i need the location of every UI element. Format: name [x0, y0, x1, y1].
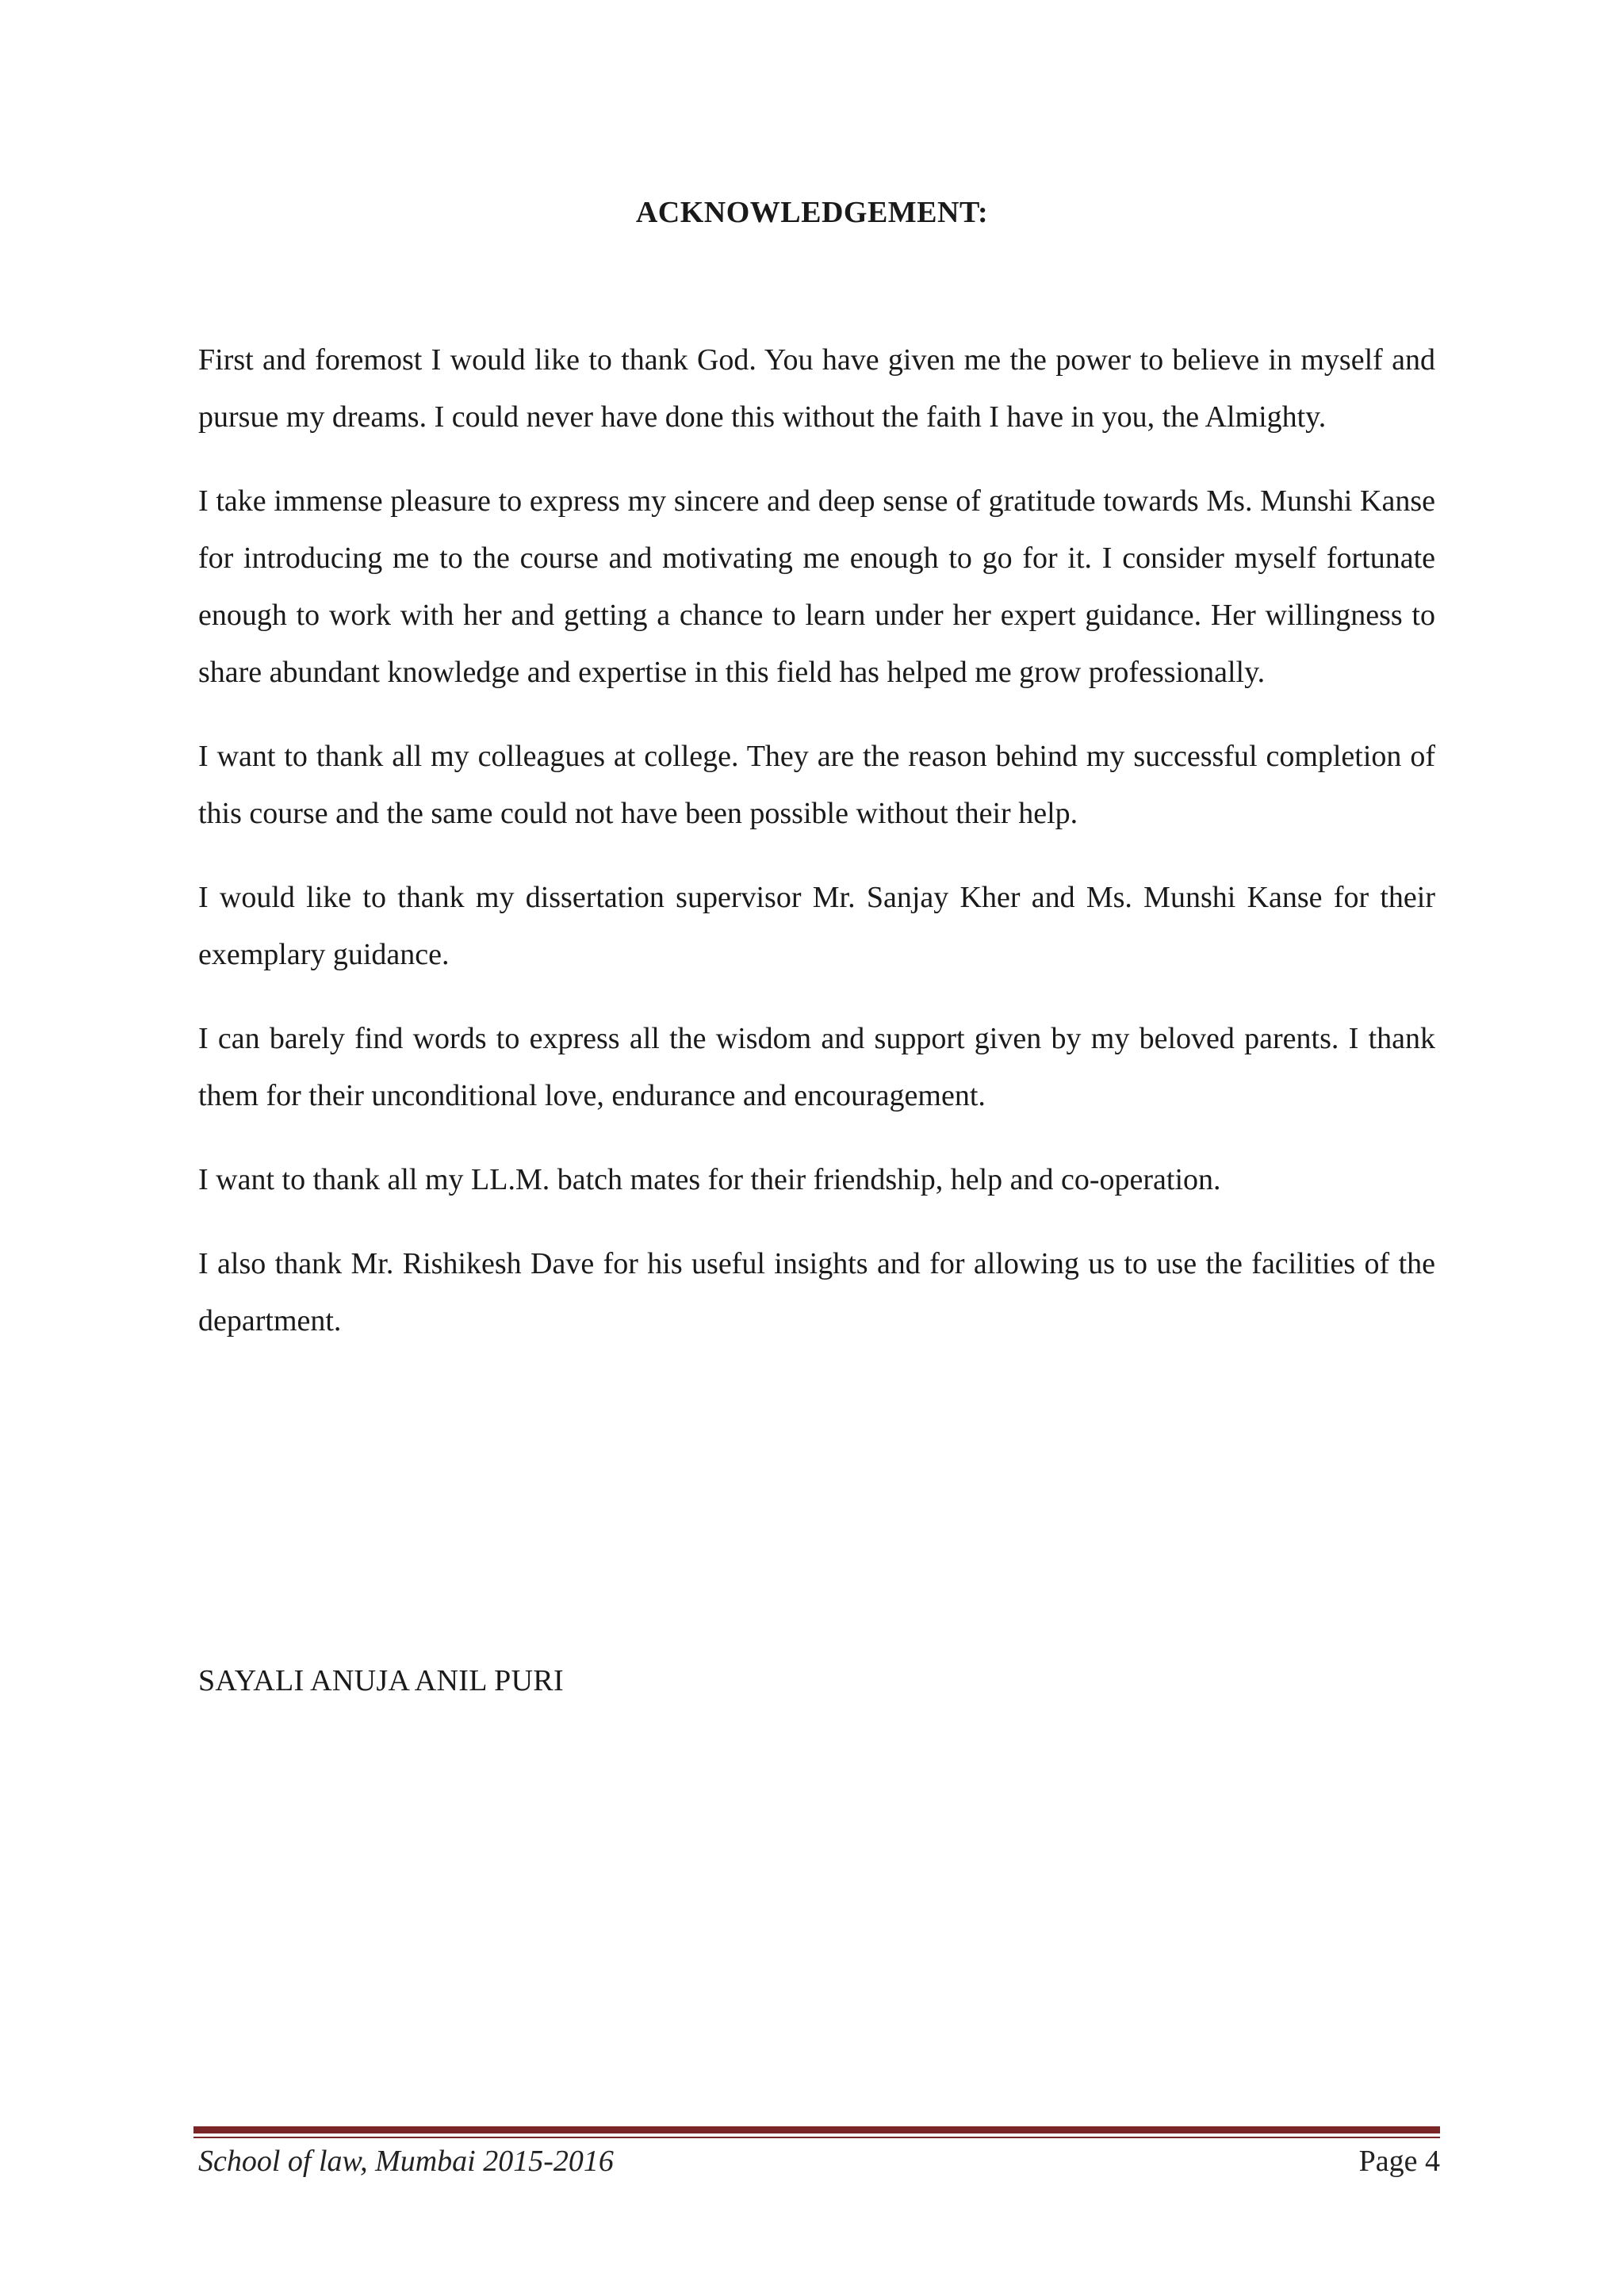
paragraph-thanks-god: First and foremost I would like to thank God. You have given me the power to believe in myself and pursue my dreams. I could never have done this without the faith I have in you, the Almighty.: [198, 343, 1435, 434]
page-title: ACKNOWLEDGEMENT:: [635, 196, 989, 229]
paragraph-thanks-batch-mates: I want to thank all my LL.M. batch mates for their friendship, help and co-operation.: [198, 1163, 1221, 1196]
paragraph-thanks-colleagues: I want to thank all my colleagues at college. They are the reason behind my successful completion of this course and the same could not have been possible without their help.: [198, 740, 1435, 830]
acknowledgement-body: [198, 331, 1435, 1376]
paragraph-thanks-parents: I can barely find words to express all the wisdom and support given by my beloved parents. I thank them for their unconditional love, endurance and encouragement.: [198, 1022, 1435, 1112]
footer-rule-thick: [193, 2126, 1440, 2133]
footer-page-number: Page 4: [1358, 2145, 1440, 2178]
paragraph-thanks-mentor: I take immense pleasure to express my sincere and deep sense of gratitude towards Ms. Munshi Kanse for introducing me to the course and motivating me enough to go for it. I consider myself fortunate enough to work with her and getting a chance to learn under her expert guidance. Her willingness to share abundant knowledge and expertise in this field has helped me grow professionally.: [198, 484, 1435, 689]
paragraph-thanks-supervisor: I would like to thank my dissertation supervisor Mr. Sanjay Kher and Ms. Munshi Kanse for their exemplary guidance.: [198, 881, 1435, 971]
author-signature: SAYALI ANUJA ANIL PURI: [198, 1664, 564, 1697]
footer-rule-thin: [193, 2137, 1440, 2138]
paragraph-thanks-department: I also thank Mr. Rishikesh Dave for his useful insights and for allowing us to use the facilities of the department.: [198, 1247, 1435, 1337]
footer-institution: School of law, Mumbai 2015-2016: [198, 2145, 614, 2178]
